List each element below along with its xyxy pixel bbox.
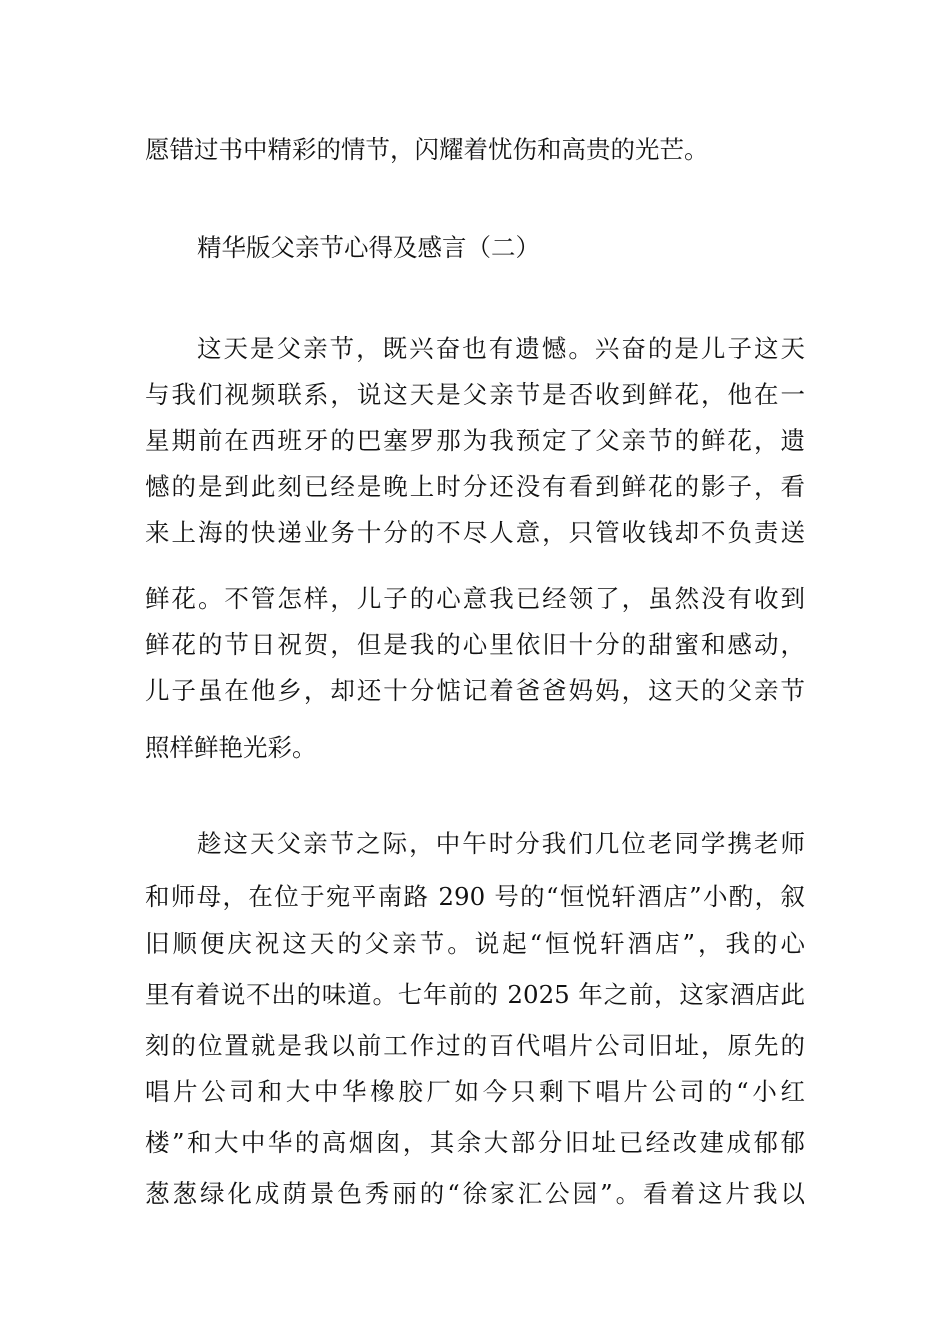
paragraph-line: 鲜花的节日祝贺，但是我的心里依旧十分的甜蜜和感动，: [145, 630, 805, 659]
paragraph-line: 刻的位置就是我以前工作过的百代唱片公司旧址，原先的: [145, 1031, 805, 1060]
paragraph-line: 这天是父亲节，既兴奋也有遗憾。兴奋的是儿子这天: [197, 334, 805, 363]
section-heading: 精华版父亲节心得及感言（二）: [197, 233, 540, 262]
paragraph-line: 儿子虽在他乡，却还十分惦记着爸爸妈妈，这天的父亲节: [145, 676, 805, 705]
paragraph-line: 旧顺便庆祝这天的父亲节。说起“恒悦轩酒店”，我的心: [145, 929, 805, 958]
paragraph-line: 星期前在西班牙的巴塞罗那为我预定了父亲节的鲜花，遗: [145, 426, 805, 455]
paragraph-line: 与我们视频联系，说这天是父亲节是否收到鲜花，他在一: [145, 380, 805, 409]
paragraph-line: 鲜花。不管怎样，儿子的心意我已经领了，虽然没有收到: [145, 584, 805, 613]
paragraph-line: 唱片公司和大中华橡胶厂如今只剩下唱片公司的“小红: [145, 1077, 805, 1106]
paragraph-line: 来上海的快递业务十分的不尽人意，只管收钱却不负责送: [145, 518, 805, 547]
paragraph-line: 趁这天父亲节之际，中午时分我们几位老同学携老师: [197, 829, 805, 858]
paragraph-line: 葱葱绿化成荫景色秀丽的“徐家汇公园”。看着这片我以: [145, 1179, 805, 1208]
paragraph-line: 和师母，在位于宛平南路 290 号的“恒悦轩酒店”小酌，叙: [145, 882, 805, 911]
paragraph-line: 照样鲜艳光彩。: [145, 733, 317, 762]
paragraph-line: 里有着说不出的味道。七年前的 2025 年之前，这家酒店此: [145, 980, 805, 1009]
paragraph-line: 楼”和大中华的高烟囱，其余大部分旧址已经改建成郁郁: [145, 1128, 805, 1157]
paragraph-line: 憾的是到此刻已经是晚上时分还没有看到鲜花的影子，看: [145, 472, 805, 501]
continuation-line: 愿错过书中精彩的情节，闪耀着忧伤和高贵的光芒。: [145, 135, 709, 164]
